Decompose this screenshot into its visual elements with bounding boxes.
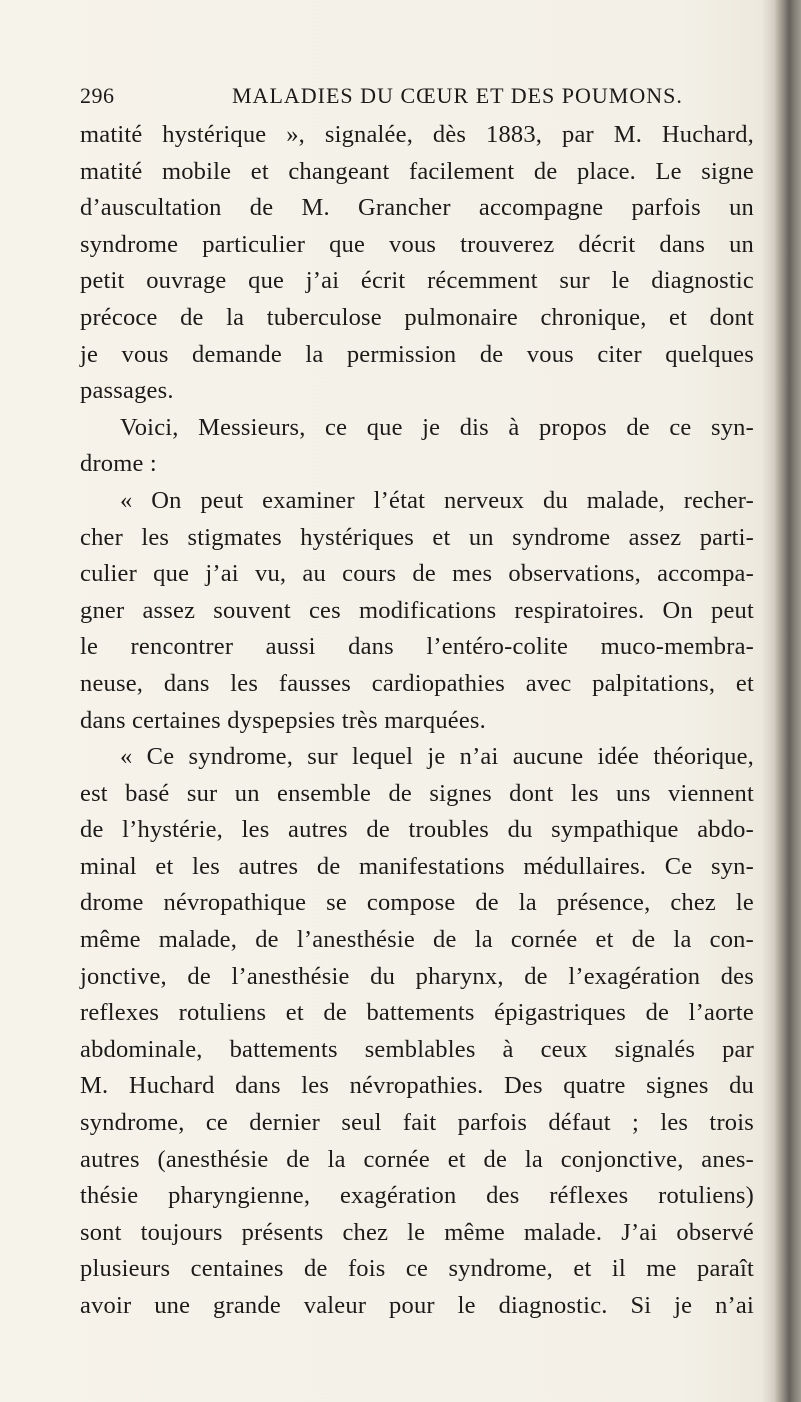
text-line: « On peut examiner l’état nerveux du malade, recher- xyxy=(120,486,754,514)
text-line: drome : xyxy=(80,450,157,478)
text-line: thésie pharyngienne, exagération des réflexes rotuliens) xyxy=(80,1182,754,1210)
text-line: matité mobile et changeant facilement de place. Le signe xyxy=(80,157,754,185)
text-line: même malade, de l’anesthésie de la cornée et de la con- xyxy=(80,926,754,954)
text-line: gner assez souvent ces modifications respiratoires. On peut xyxy=(80,596,754,624)
text-line: jonctive, de l’anesthésie du pharynx, de l’exagération des xyxy=(80,962,754,990)
text-line: minal et les autres de manifestations médullaires. Ce syn- xyxy=(80,852,754,880)
page-edge xyxy=(775,0,801,1402)
text-line: Voici, Messieurs, ce que je dis à propos de ce syn- xyxy=(120,413,754,441)
page-number: 296 xyxy=(80,83,115,108)
text-line: de l’hystérie, les autres de troubles du sympathique abdo- xyxy=(80,816,754,844)
text-line: passages. xyxy=(80,377,174,405)
text-line: abdominale, battements semblables à ceux signalés par xyxy=(80,1035,754,1063)
running-title: MALADIES DU CŒUR ET DES POUMONS. xyxy=(232,83,683,108)
text-line: reflexes rotuliens et de battements épigastriques de l’aorte xyxy=(80,999,754,1027)
text-line: dans certaines dyspepsies très marquées. xyxy=(80,706,486,734)
text-line: le rencontrer aussi dans l’entéro-colite muco-membra- xyxy=(80,633,754,661)
text-line: petit ouvrage que j’ai écrit récemment sur le diagnostic xyxy=(80,267,754,295)
text-line: d’auscultation de M. Grancher accompagne parfois un xyxy=(80,194,754,222)
page-gutter-shadow xyxy=(761,0,775,1402)
text-line: avoir une grande valeur pour le diagnostic. Si je n’ai xyxy=(80,1292,754,1319)
text-line: autres (anesthésie de la cornée et de la conjonctive, anes- xyxy=(80,1145,754,1173)
text-line: sont toujours présents chez le même malade. J’ai observé xyxy=(80,1218,754,1246)
text-line: syndrome, ce dernier seul fait parfois défaut ; les trois xyxy=(80,1109,754,1137)
text-line: cher les stigmates hystériques et un syndrome assez parti- xyxy=(80,523,754,551)
text-line: culier que j’ai vu, au cours de mes observations, accompa- xyxy=(80,560,754,588)
text-line: précoce de la tuberculose pulmonaire chronique, et dont xyxy=(80,303,754,331)
text-line: plusieurs centaines de fois ce syndrome, et il me paraît xyxy=(80,1255,754,1283)
page-header xyxy=(80,83,730,117)
text-line: matité hystérique », signalée, dès 1883, par M. Huchard, xyxy=(80,121,754,148)
text-line: M. Huchard dans les névropathies. Des quatre signes du xyxy=(80,1072,754,1100)
text-line: je vous demande la permission de vous citer quelques xyxy=(80,340,754,368)
text-line: drome névropathique se compose de la présence, chez le xyxy=(80,889,754,917)
text-line: « Ce syndrome, sur lequel je n’ai aucune idée théorique, xyxy=(120,743,754,771)
text-line: est basé sur un ensemble de signes dont les uns viennent xyxy=(80,779,754,807)
text-line: syndrome particulier que vous trouverez décrit dans un xyxy=(80,230,754,258)
body-text xyxy=(80,117,754,1325)
text-line: neuse, dans les fausses cardiopathies avec palpitations, et xyxy=(80,669,754,697)
